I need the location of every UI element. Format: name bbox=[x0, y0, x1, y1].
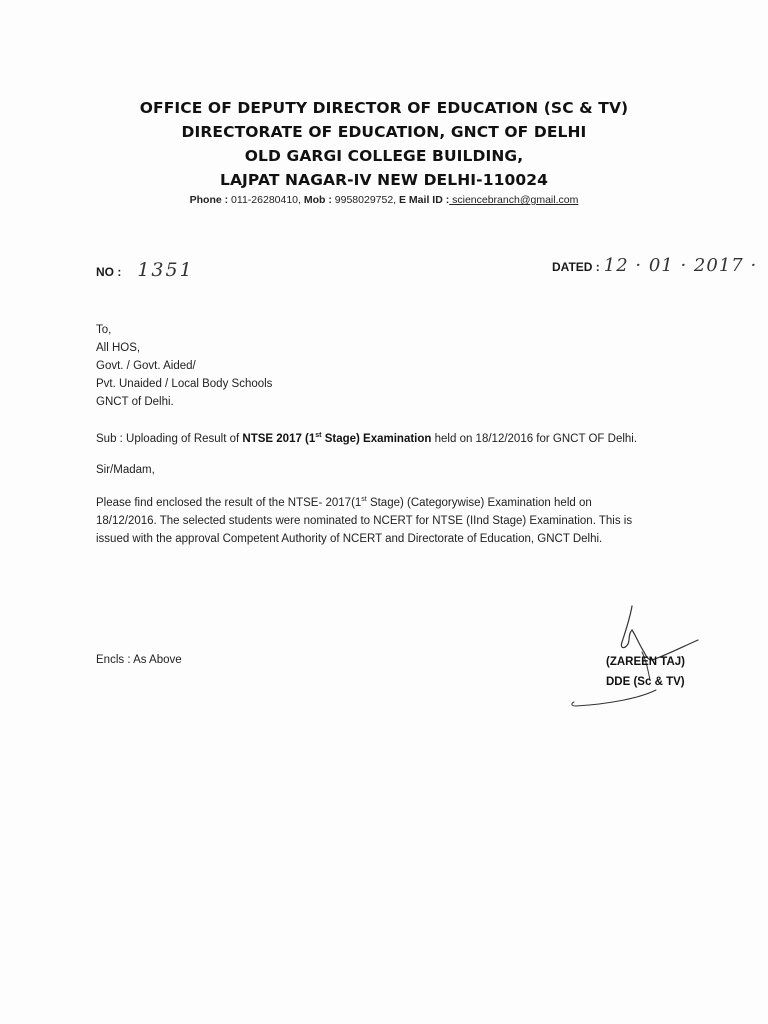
address-line-2: All HOS, bbox=[96, 342, 141, 354]
body-line-1 bbox=[96, 494, 696, 512]
dated-field bbox=[552, 255, 757, 276]
no-value: 1351 bbox=[137, 259, 194, 281]
office-title: OFFICE OF DEPUTY DIRECTOR OF EDUCATION (SC & TV) bbox=[139, 99, 629, 117]
address-line-1: To, bbox=[96, 324, 112, 336]
body-line-1b: Stage) (Categorywise) Examination held on bbox=[366, 497, 592, 509]
address-line: LAJPAT NAGAR-IV NEW DELHI-110024 bbox=[219, 171, 549, 189]
dated-value: 12 · 01 · 2017 · bbox=[603, 255, 758, 276]
body-line-1-sup: st bbox=[361, 496, 367, 504]
mob-number: 9958029752, bbox=[331, 194, 400, 206]
directorate-title: DIRECTORATE OF EDUCATION, GNCT OF DELHI bbox=[181, 123, 587, 141]
contact-line bbox=[0, 194, 768, 206]
building-name: OLD GARGI COLLEGE BUILDING, bbox=[244, 147, 524, 165]
subject-exam-b: Stage) Examination bbox=[321, 433, 432, 445]
body-line-1a: Please find enclosed the result of the NTSE- 2017(1 bbox=[96, 497, 362, 509]
recipient-address bbox=[96, 321, 272, 411]
email-label: E Mail ID : bbox=[399, 194, 450, 206]
letter-body bbox=[96, 494, 696, 548]
address-line-3: Govt. / Govt. Aided/ bbox=[96, 360, 196, 372]
mob-label: Mob : bbox=[303, 194, 332, 206]
reference-number bbox=[96, 259, 194, 281]
subject-line bbox=[96, 433, 637, 445]
phone-label: Phone : bbox=[189, 194, 229, 206]
body-line-2: 18/12/2016. The selected students were nominated to NCERT for NTSE (IInd Stage) Examination. This is bbox=[96, 515, 633, 527]
signature-block bbox=[560, 600, 710, 720]
salutation: Sir/Madam, bbox=[96, 464, 155, 476]
email-link[interactable]: sciencebranch@gmail.com bbox=[449, 194, 579, 206]
address-line-5: GNCT of Delhi. bbox=[96, 396, 174, 408]
body-line-3: issued with the approval Competent Authority of NCERT and Directorate of Education, GNCT Delhi. bbox=[96, 533, 603, 545]
enclosure-note: Encls : As Above bbox=[96, 654, 182, 666]
dated-label: DATED : bbox=[552, 260, 600, 274]
no-label: NO : bbox=[96, 265, 122, 279]
subject-prefix: Sub : Uploading of Result of bbox=[96, 433, 243, 445]
subject-suffix: held on 18/12/2016 for GNCT OF Delhi. bbox=[431, 433, 638, 445]
signatory-name: (ZAREEN TAJ) bbox=[606, 656, 686, 668]
subject-exam-a: NTSE 2017 (1 bbox=[242, 433, 316, 445]
letterhead bbox=[0, 96, 768, 206]
subject-sup: st bbox=[315, 432, 322, 440]
signatory-designation: DDE (Sc & TV) bbox=[606, 676, 685, 688]
address-line-4: Pvt. Unaided / Local Body Schools bbox=[96, 378, 273, 390]
phone-number: 011-26280410, bbox=[228, 194, 304, 206]
